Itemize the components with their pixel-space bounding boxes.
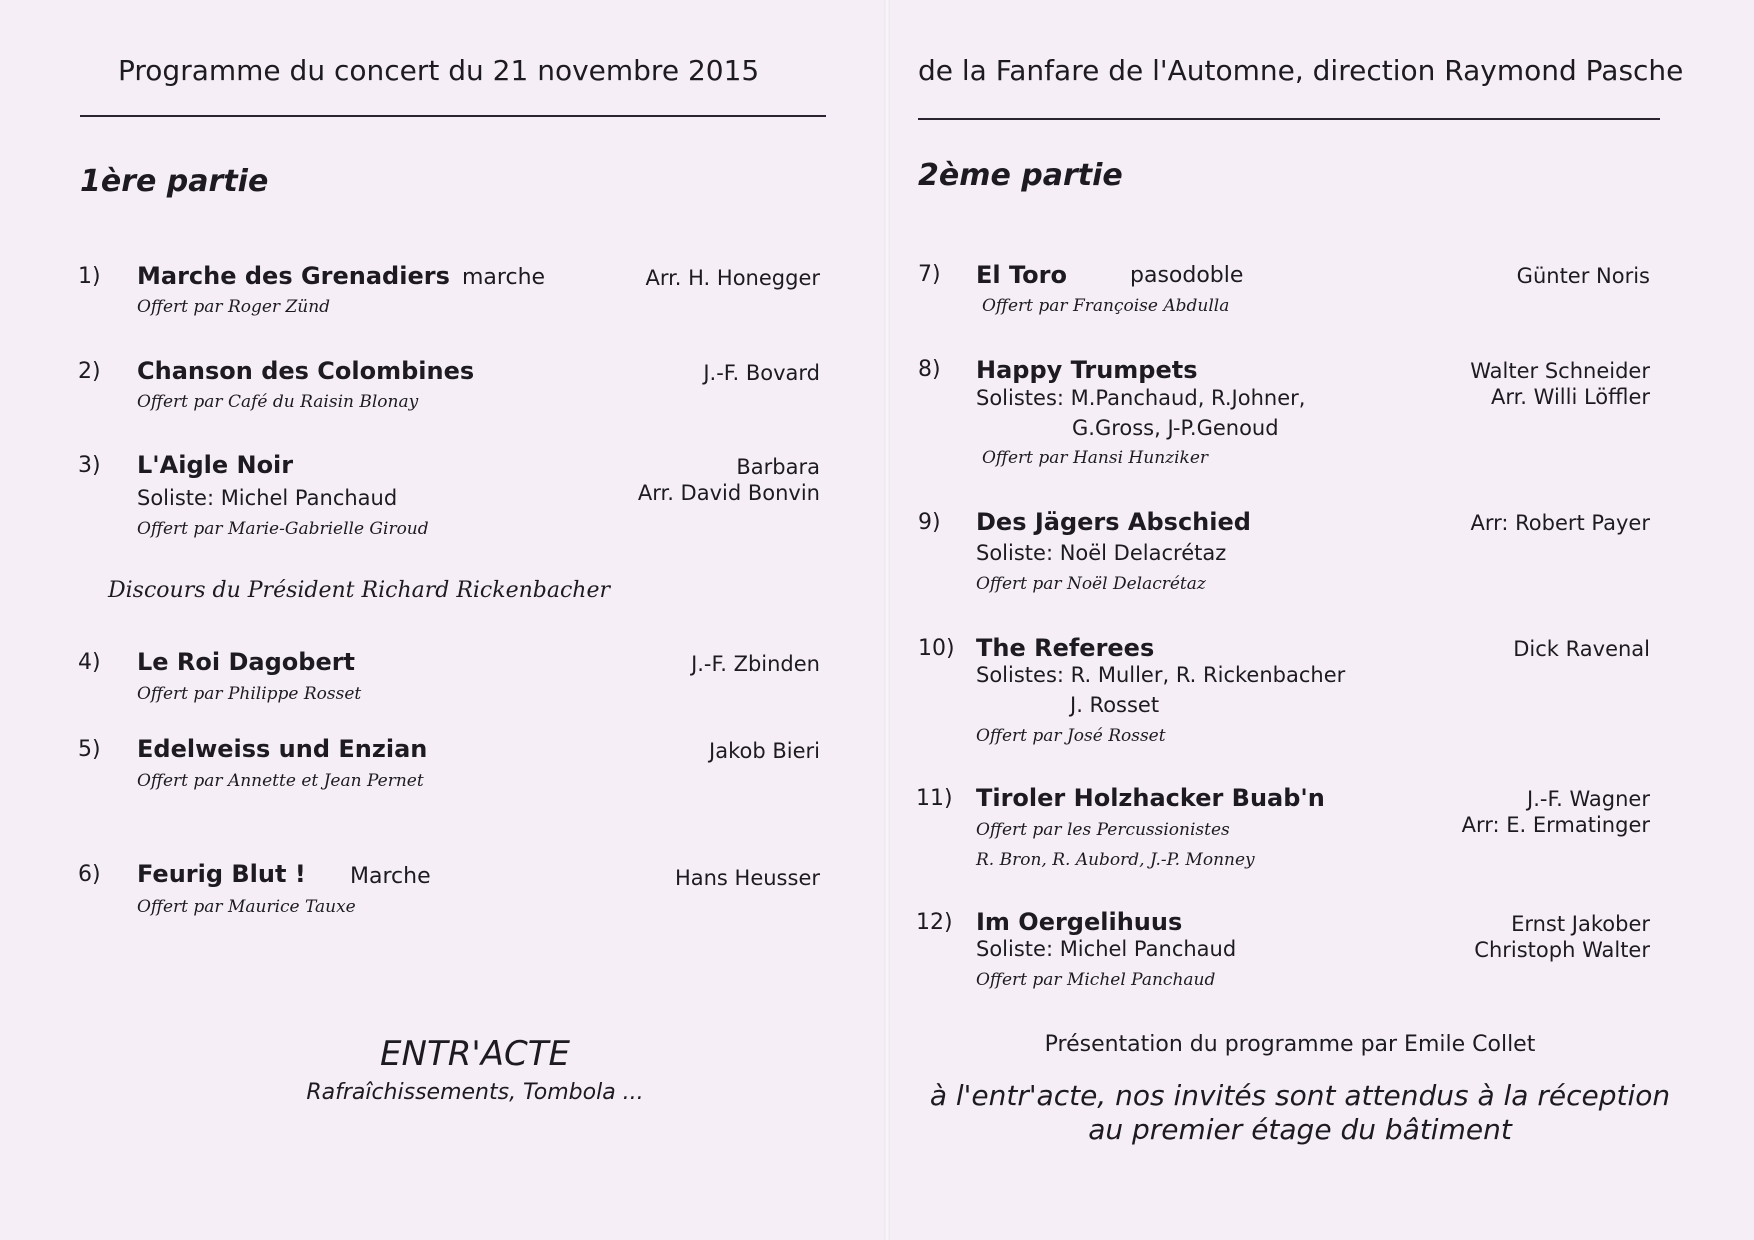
center-fold	[884, 0, 890, 1240]
reception-note	[900, 1079, 1700, 1147]
header-rule-left	[80, 115, 826, 117]
composer: J.-F. Bovard	[703, 361, 820, 385]
composer: Barbara	[736, 455, 820, 479]
piece-genre: marche	[462, 265, 546, 290]
item-number: 3)	[78, 453, 101, 478]
composer: Walter Schneider	[1470, 359, 1650, 383]
arranger: Arr: E. Ermatinger	[1461, 813, 1650, 837]
composer: Arr: Robert Payer	[1470, 511, 1650, 535]
president-speech: Discours du Président Richard Rickenbacher	[108, 578, 610, 603]
offer-line: Offert par Françoise Abdulla	[982, 296, 1230, 316]
header-left: Programme du concert du 21 novembre 2015	[118, 54, 760, 87]
soloist-line: Solistes: R. Muller, R. Rickenbacher	[976, 663, 1346, 687]
soloist-line: Solistes: M.Panchaud, R.Johner,	[976, 386, 1306, 410]
piece-title: Feurig Blut !	[137, 860, 306, 888]
piece-title: El Toro	[976, 261, 1067, 289]
piece-title: Im Oergelihuus	[976, 908, 1183, 936]
reception-line-1: à l'entr'acte, nos invités sont attendus à la réception	[929, 1079, 1671, 1112]
offer-line: Offert par Marie-Gabrielle Giroud	[137, 519, 429, 539]
offer-line: Offert par Philippe Rosset	[137, 684, 362, 704]
co-composer: Christoph Walter	[1474, 938, 1650, 962]
item-number: 11)	[916, 786, 953, 811]
composer: Ernst Jakober	[1511, 912, 1650, 936]
composer: Arr. H. Honegger	[645, 266, 820, 290]
header-rule-right	[918, 118, 1660, 120]
offer-line: Offert par les Percussionistes	[976, 820, 1230, 840]
offer-line: Offert par Michel Panchaud	[976, 970, 1216, 990]
item-number: 9)	[918, 510, 941, 535]
piece-title: Edelweiss und Enzian	[137, 735, 428, 763]
piece-title: Le Roi Dagobert	[137, 648, 356, 676]
part2-title: 2ème partie	[918, 158, 1123, 193]
entracte-title: ENTR'ACTE	[380, 1034, 570, 1074]
reception-line-2: au premier étage du bâtiment	[1088, 1113, 1512, 1146]
soloist-line: Soliste: Noël Delacrétaz	[976, 541, 1227, 565]
item-number: 2)	[78, 359, 101, 384]
item-number: 7)	[918, 262, 941, 287]
part1-title: 1ère partie	[80, 164, 269, 199]
offer-line: Offert par Maurice Tauxe	[137, 897, 356, 917]
piece-title: Happy Trumpets	[976, 356, 1198, 384]
piece-title: Tiroler Holzhacker Buab'n	[976, 784, 1325, 812]
entracte-subtitle: Rafraîchissements, Tombola ...	[306, 1080, 644, 1105]
item-number: 10)	[918, 636, 955, 661]
offer-line: Offert par Hansi Hunziker	[982, 448, 1209, 468]
soloist-line-cont: J. Rosset	[1070, 693, 1160, 717]
item-number: 12)	[916, 910, 953, 935]
composer: Dick Ravenal	[1513, 637, 1650, 661]
piece-title: Marche des Grenadiers	[137, 262, 450, 290]
item-number: 4)	[78, 650, 101, 675]
item-number: 1)	[78, 264, 101, 289]
offer-line: Offert par Roger Zünd	[137, 297, 331, 317]
offer-line: Offert par Café du Raisin Blonay	[137, 392, 419, 412]
piece-title: L'Aigle Noir	[137, 451, 294, 479]
item-number: 8)	[918, 357, 941, 382]
composer: J.-F. Zbinden	[691, 652, 820, 676]
presentation-note: Présentation du programme par Emile Collet	[1044, 1032, 1536, 1057]
item-number: 6)	[78, 862, 101, 887]
soloist-line: Soliste: Michel Panchaud	[137, 486, 398, 510]
composer: Hans Heusser	[674, 866, 820, 890]
piece-title: The Referees	[976, 634, 1155, 662]
composer: Günter Noris	[1516, 264, 1650, 288]
piece-genre: pasodoble	[1130, 263, 1244, 288]
offer-line: Offert par Noël Delacrétaz	[976, 574, 1206, 594]
piece-title: Chanson des Colombines	[137, 357, 475, 385]
piece-genre: Marche	[350, 864, 431, 889]
offer-line-cont: R. Bron, R. Aubord, J.-P. Monney	[976, 850, 1255, 870]
piece-title: Des Jägers Abschied	[976, 508, 1251, 536]
arranger: Arr. David Bonvin	[637, 481, 820, 505]
offer-line: Offert par José Rosset	[976, 726, 1166, 746]
arranger: Arr. Willi Löffler	[1490, 385, 1650, 409]
soloist-line-cont: G.Gross, J-P.Genoud	[1072, 416, 1279, 440]
soloist-line: Soliste: Michel Panchaud	[976, 937, 1237, 961]
item-number: 5)	[78, 737, 101, 762]
offer-line: Offert par Annette et Jean Pernet	[137, 771, 424, 791]
composer: J.-F. Wagner	[1527, 787, 1650, 811]
header-right: de la Fanfare de l'Automne, direction Raymond Pasche	[918, 54, 1684, 87]
composer: Jakob Bieri	[709, 739, 820, 763]
